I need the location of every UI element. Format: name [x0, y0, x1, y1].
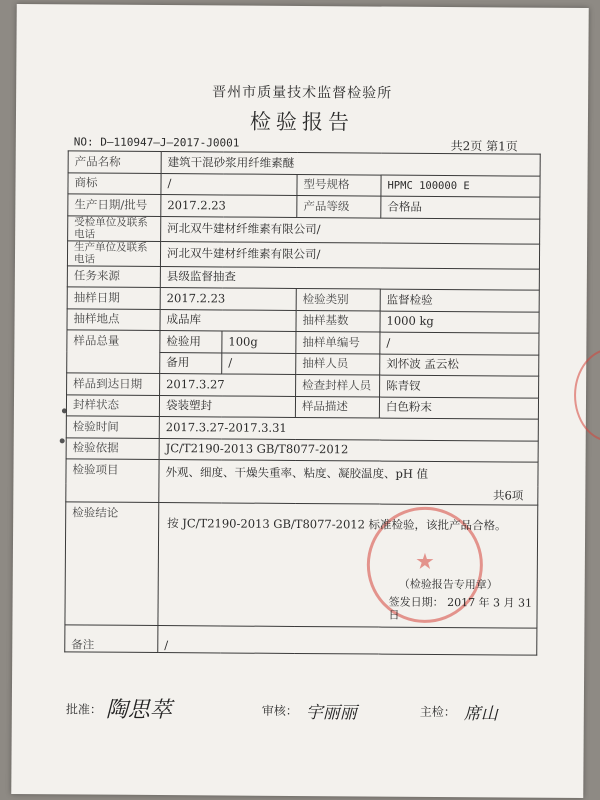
value: 成品库	[160, 309, 296, 331]
item-count: 共6项	[159, 484, 538, 505]
official-seal: ★	[366, 507, 483, 624]
label: 检验时间	[66, 416, 159, 438]
label: 样品描述	[295, 396, 379, 418]
value: 2017.3.27-2017.3.31	[159, 417, 538, 441]
institution-name: 晋州市质量技术监督检验所	[212, 84, 393, 102]
sub-label: 备用	[160, 352, 222, 374]
review-signature: 宇丽丽	[305, 703, 357, 724]
label: 封样状态	[66, 395, 159, 417]
value: /	[161, 173, 297, 195]
approve-signature: 陶思萃	[105, 697, 172, 724]
value: /	[222, 353, 296, 375]
label: 样品总量	[67, 330, 160, 374]
row-items	[66, 459, 538, 487]
edge-seal	[574, 348, 600, 443]
value: 县级监督抽查	[160, 266, 539, 290]
value: 刘怀波 孟云松	[380, 354, 539, 377]
value: 2017.3.27	[160, 374, 296, 396]
label: 抽样人员	[296, 353, 380, 375]
label: 备注	[65, 625, 158, 653]
label: 样品到达日期	[67, 373, 160, 395]
value: 白色粉末	[379, 397, 538, 420]
label: 抽样单编号	[296, 332, 380, 354]
label: 检验结论	[65, 502, 159, 626]
value: 1000 kg	[380, 311, 539, 334]
label: 检验类别	[296, 289, 380, 311]
label: 任务来源	[67, 266, 160, 288]
issue-date: 签发日期： 2017 年 3 月 31 日	[388, 595, 533, 622]
row-remark	[65, 625, 537, 655]
page-indicator: 共2页 第1页	[450, 139, 518, 154]
seal-label: （检验报告专用章）	[398, 577, 498, 592]
value: 2017.2.23	[161, 195, 297, 217]
review-label: 审核：	[261, 703, 298, 718]
label: 产品名称	[68, 151, 161, 173]
label: 抽样基数	[296, 310, 380, 332]
label: 抽样地点	[67, 309, 160, 331]
label: 受检单位及联系电话	[68, 215, 161, 241]
label: 检验依据	[66, 438, 159, 460]
value: /	[380, 332, 539, 355]
value: /	[158, 626, 537, 656]
value: 建筑干混砂浆用纤维素醚	[161, 152, 540, 176]
label: 型号规格	[297, 174, 381, 196]
main-inspector-label: 主检：	[419, 704, 456, 720]
main-inspector-signature: 席山	[463, 704, 498, 725]
value: 2017.2.23	[160, 288, 296, 310]
row-inspected-unit	[68, 215, 540, 243]
label: 生产单位及联系电话	[67, 240, 160, 266]
conclusion-text: 按 JC/T2190-2013 GB/T8077-2012 标准检验，该批产品合格。	[167, 516, 507, 533]
value: 河北双牛建材纤维素有限公司/	[161, 216, 540, 244]
row-conclusion	[65, 502, 538, 628]
label: 抽样日期	[67, 287, 160, 309]
row-producer	[67, 240, 539, 268]
row-sample-total	[67, 330, 539, 355]
value: 外观、细度、干燥失重率、粘度、凝胶温度、pH 值	[159, 460, 538, 487]
value: 合格品	[381, 196, 540, 219]
report-number: NO: D—110947—J—2017-J0001	[73, 135, 240, 150]
label: 检验项目	[66, 459, 159, 503]
value: 监督检验	[380, 289, 539, 312]
value: 袋装塑封	[159, 395, 295, 417]
value: 陈青钗	[380, 375, 539, 398]
value: 河北双牛建材纤维素有限公司/	[160, 241, 539, 269]
value: JC/T2190-2013 GB/T8077-2012	[159, 438, 538, 462]
report-page	[11, 4, 589, 798]
label: 检查封样人员	[296, 375, 380, 397]
punch-hole	[60, 438, 65, 443]
conclusion-cell	[158, 503, 538, 629]
signature-row	[65, 697, 536, 725]
value: 100g	[222, 331, 296, 353]
report-title: 检验报告	[249, 109, 355, 135]
approve-label: 批准：	[65, 702, 102, 717]
sub-label: 检验用	[160, 331, 222, 353]
value: HPMC 100000 E	[381, 175, 540, 198]
label: 生产日期/批号	[68, 194, 161, 216]
label: 商标	[68, 172, 161, 194]
label: 产品等级	[297, 195, 381, 217]
report-table	[64, 150, 540, 656]
